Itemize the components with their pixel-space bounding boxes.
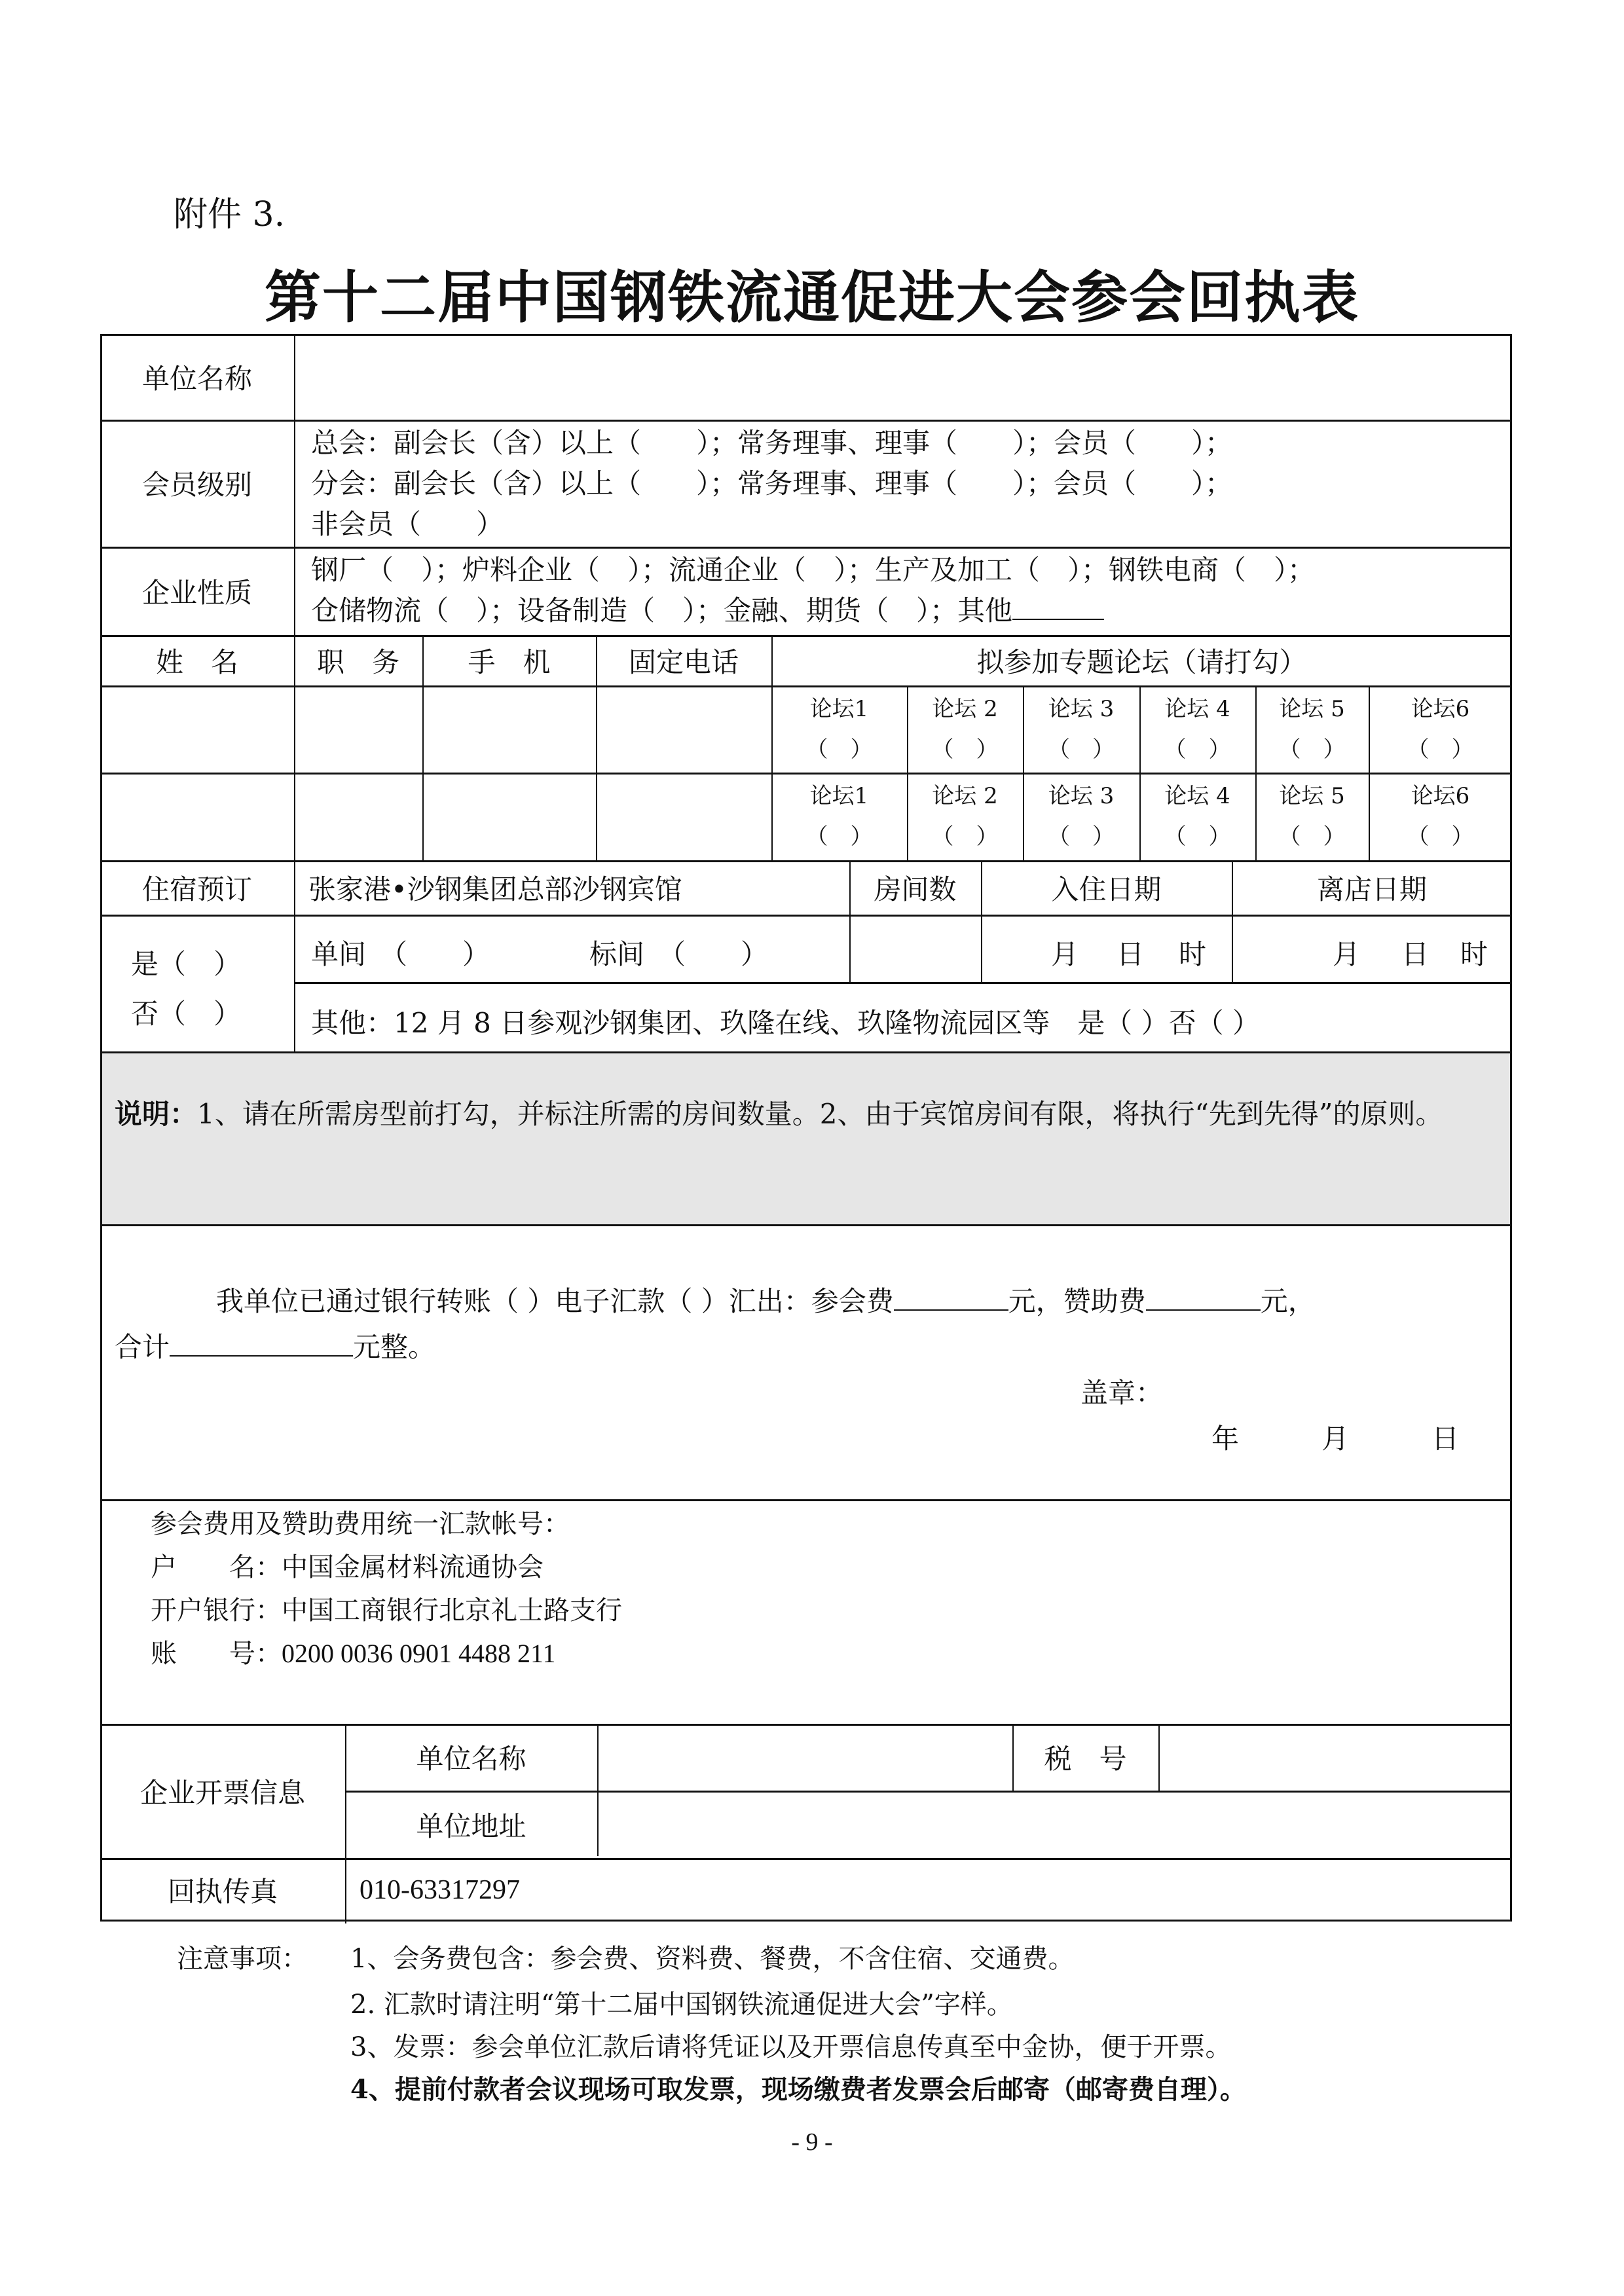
attendee-2-position[interactable]: [294, 773, 422, 860]
forum-checkbox[interactable]: （ ）: [1407, 824, 1474, 850]
enterprise-type-line-1[interactable]: 钢厂（ ）；炉料企业（ ）；流通企业（ ）；生产及加工（ ）；钢铁电商（ ）；: [311, 554, 1316, 586]
attendee-1-forum-2[interactable]: [907, 685, 1023, 773]
notes-item-3: 3、发票：参会单位汇款后请将凭证以及开票信息传真至中金协，便于开票。: [350, 2032, 1232, 2062]
notes-item-4: 4、提前付款者会议现场可取发票，现场缴费者发票会后邮寄（邮寄费自理）。: [350, 2074, 1246, 2105]
attendee-2-forum-3[interactable]: [1023, 773, 1139, 860]
forum-label: 论坛 4: [1164, 783, 1230, 809]
sponsor-fee-blank[interactable]: [1146, 1283, 1261, 1311]
lodging-yes-no: [131, 939, 241, 1039]
hotel-name: 张家港•沙钢集团总部沙钢宾馆: [308, 873, 682, 905]
forum-label: 论坛 5: [1279, 695, 1345, 722]
attendance-fee-blank[interactable]: [894, 1283, 1008, 1311]
bank-label: 开户银行：: [151, 1595, 282, 1626]
page-number: - 9 -: [791, 2128, 833, 2156]
attendee-2-forum-2[interactable]: [907, 773, 1023, 860]
room-twin[interactable]: 标间 （ ）: [589, 938, 769, 970]
header-mobile: 手 机: [468, 646, 551, 678]
checkout-day[interactable]: 日: [1401, 938, 1430, 970]
stamp-label: 盖章：: [1080, 1377, 1164, 1409]
payment-line-1: [216, 1280, 1316, 1319]
enterprise-type-options: [311, 550, 1315, 631]
invoice-unit-name-field[interactable]: [597, 1724, 1012, 1791]
attendee-1-forum-4[interactable]: [1139, 685, 1255, 773]
yuan-text: 元，: [1260, 1285, 1316, 1317]
membership-label: 会员级别: [141, 469, 252, 501]
account-info: [151, 1503, 622, 1675]
forum-checkbox[interactable]: （ ）: [1048, 736, 1115, 763]
total-suffix: 元整。: [353, 1331, 436, 1363]
rooms-label: 房间数: [874, 873, 957, 905]
account-holder-label: 户 名：: [151, 1552, 282, 1582]
forum-label: 论坛 5: [1279, 783, 1345, 809]
unit-name-label: 单位名称: [141, 362, 252, 395]
attendee-1-forum-5[interactable]: [1255, 685, 1369, 773]
membership-line-branch[interactable]: 分会：副会长（含）以上（ ）；常务理事、理事（ ）；会员（ ）；: [311, 467, 1233, 500]
checkin-month[interactable]: 月: [1051, 938, 1079, 970]
checkin-day[interactable]: 日: [1116, 938, 1145, 970]
forum-checkbox[interactable]: （ ）: [1407, 736, 1474, 763]
attendee-1-position[interactable]: [294, 685, 422, 773]
stamp-date[interactable]: 年 月 日: [1211, 1423, 1460, 1455]
notes-item-2: 2. 汇款时请注明“第十二届中国钢铁流通促进大会”字样。: [350, 1990, 1013, 2020]
forum-label: 论坛1: [809, 695, 869, 722]
forum-checkbox[interactable]: （ ）: [805, 824, 873, 850]
attendee-1-mobile[interactable]: [422, 685, 596, 773]
total-blank[interactable]: [170, 1329, 353, 1357]
account-holder: 中国金属材料流通协会: [282, 1552, 544, 1582]
site-visit-option[interactable]: 其他：12 月 8 日参观沙钢集团、玖隆在线、玖隆物流园区等 是（ ）否（ ）: [311, 1007, 1260, 1039]
lodging-label: 住宿预订: [141, 873, 252, 905]
attendee-2-forum-6[interactable]: [1369, 773, 1512, 860]
page-title: 第十二届中国钢铁流通促进大会参会回执表: [265, 265, 1359, 331]
payment-line-2: [115, 1326, 435, 1365]
attachment-label: 附件 3.: [174, 195, 286, 234]
notes-label: 注意事项：: [177, 1944, 308, 1974]
note-heading: 说明：: [115, 1098, 198, 1130]
unit-name-field[interactable]: [294, 334, 1512, 420]
attendee-1-forum-3[interactable]: [1023, 685, 1139, 773]
forum-checkbox[interactable]: （ ）: [1164, 736, 1231, 763]
note-text: [115, 1093, 1496, 1135]
invoice-label: 企业开票信息: [139, 1776, 305, 1809]
attendee-2-phone[interactable]: [596, 773, 771, 860]
notes-item-1: 1、会务费包含：参会费、资料费、餐费，不含住宿、交通费。: [350, 1944, 1075, 1974]
forum-label: 论坛 3: [1048, 695, 1115, 722]
header-phone: 固定电话: [628, 646, 739, 678]
attendee-2-forum-1[interactable]: [771, 773, 907, 860]
checkin-hour[interactable]: 时: [1179, 938, 1207, 970]
attendee-1-name[interactable]: [100, 685, 294, 773]
attendee-1-forum-1[interactable]: [771, 685, 907, 773]
forum-checkbox[interactable]: （ ）: [1048, 824, 1115, 850]
lodging-no[interactable]: 否（ ）: [131, 998, 242, 1030]
invoice-address-label: 单位地址: [416, 1810, 526, 1842]
forum-label: 论坛 2: [932, 695, 998, 722]
forum-checkbox[interactable]: （ ）: [805, 736, 873, 763]
attendee-2-name[interactable]: [100, 773, 294, 860]
fax-number: 010-63317297: [360, 1874, 520, 1905]
attendee-2-mobile[interactable]: [422, 773, 596, 860]
tax-number-field[interactable]: [1158, 1724, 1512, 1791]
bank-name: 中国工商银行北京礼士路支行: [282, 1595, 622, 1626]
forum-label: 论坛1: [809, 783, 869, 809]
rooms-count-field[interactable]: [849, 915, 981, 982]
enterprise-type-line-2[interactable]: 仓储物流（ ）；设备制造（ ）；金融、期货（ ）；其他: [311, 594, 1013, 627]
header-forums: 拟参加专题论坛（请打勾）: [976, 646, 1307, 678]
membership-line-general[interactable]: 总会：副会长（含）以上（ ）；常务理事、理事（ ）；会员（ ）；: [311, 427, 1233, 459]
forum-checkbox[interactable]: （ ）: [1164, 824, 1231, 850]
attendee-2-forum-5[interactable]: [1255, 773, 1369, 860]
forum-checkbox[interactable]: （ ）: [1278, 824, 1346, 850]
sponsor-fee-text: 元，赞助费: [1008, 1285, 1146, 1317]
room-single[interactable]: 单间 （ ）: [311, 938, 490, 970]
total-label: 合计: [115, 1331, 170, 1363]
attendee-1-phone[interactable]: [596, 685, 771, 773]
invoice-unit-name-label: 单位名称: [416, 1743, 526, 1775]
other-type-blank[interactable]: [1012, 592, 1104, 620]
account-number-label: 账 号：: [151, 1639, 282, 1669]
checkout-label: 离店日期: [1316, 873, 1427, 905]
payment-method-text[interactable]: 我单位已通过银行转账（ ）电子汇款（ ）汇出：参会费: [216, 1285, 894, 1317]
attendee-1-forum-6[interactable]: [1369, 685, 1512, 773]
header-name: 姓 名: [155, 646, 238, 678]
account-heading: 参会费用及赞助费用统一汇款帐号：: [151, 1509, 570, 1539]
enterprise-type-label: 企业性质: [141, 576, 252, 609]
forum-checkbox[interactable]: （ ）: [931, 824, 999, 850]
checkout-month[interactable]: 月: [1333, 938, 1361, 970]
forum-label: 论坛6: [1411, 695, 1470, 722]
invoice-address-field[interactable]: [597, 1791, 1512, 1858]
forum-label: 论坛 2: [932, 783, 998, 809]
checkin-label: 入住日期: [1051, 873, 1162, 905]
forum-checkbox[interactable]: （ ）: [931, 736, 999, 763]
attendee-2-forum-4[interactable]: [1139, 773, 1255, 860]
header-position: 职 务: [316, 646, 399, 678]
forum-label: 论坛6: [1411, 783, 1470, 809]
tax-number-label: 税 号: [1044, 1743, 1127, 1775]
forum-label: 论坛 4: [1164, 695, 1230, 722]
forum-checkbox[interactable]: （ ）: [1278, 736, 1346, 763]
fax-label: 回执传真: [167, 1875, 278, 1908]
forum-label: 论坛 3: [1048, 783, 1115, 809]
membership-line-nonmember[interactable]: 非会员（ ）: [311, 508, 504, 540]
lodging-yes[interactable]: 是（ ）: [131, 948, 242, 980]
account-number: 0200 0036 0901 4488 211: [282, 1639, 556, 1668]
note-body: 1、请在所需房型前打勾，并标注所需的房间数量。2、由于宾馆房间有限，将执行“先到先得”的原则。: [197, 1098, 1443, 1130]
membership-options: [311, 423, 1232, 545]
checkout-hour[interactable]: 时: [1460, 938, 1488, 970]
